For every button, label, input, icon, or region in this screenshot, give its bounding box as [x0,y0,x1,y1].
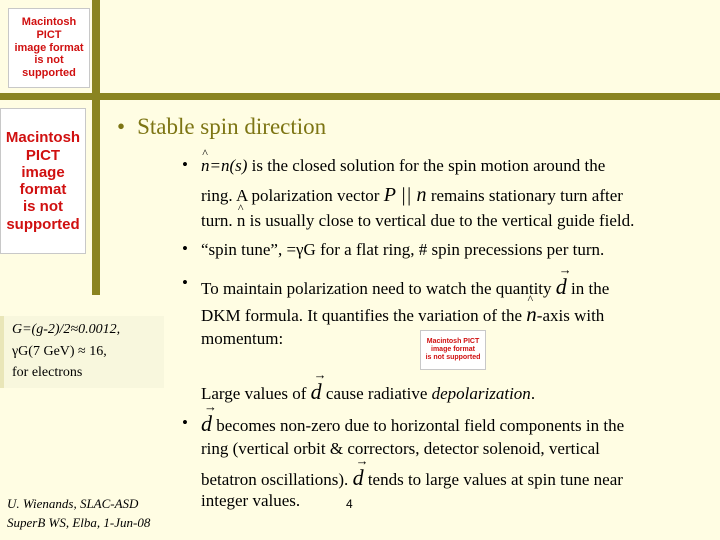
unit-vector-symbol: ^ n [526,302,537,327]
bullet-1-line-3: turn. ^ n is usually close to vertical due to the vertical guide field. [201,211,634,231]
vector-symbol: P || n [383,184,427,206]
slide-heading [117,114,326,140]
vector-symbol: → d [556,274,567,300]
bullet-3-line-2: DKM formula. It quantifies the variation of the ^ n-axis with [201,302,604,327]
vector-symbol: → d [353,465,364,491]
bullet-2-line-1: “spin tune”, =γG for a flat ring, # spin precessions per turn. [201,240,605,259]
bullet-4-line-2: ring (vertical orbit & correctors, detector solenoid, vertical [201,439,600,458]
bullet-4-line-4: integer values. [201,491,301,510]
side-note-box [0,316,164,388]
bullet-1-line-1: ^ n=n(s) is the closed solution for the spin motion around the [201,156,605,176]
unsupported-image-placeholder: Macintosh PICT image format is not supported [0,108,86,254]
bullet-marker: • [182,413,188,432]
unsupported-image-placeholder: Macintosh PICT image format is not supported [8,8,90,88]
side-note-line: G=(g-2)/2≈0.0012, [12,322,121,337]
vector-symbol: → d [311,379,322,405]
footer-event: SuperB WS, Elba, 1-Jun-08 [7,515,151,530]
bullet-3-line-3: momentum: [201,329,284,348]
page-number: 4 [346,497,353,511]
bullet-marker: • [182,155,188,174]
bullet-3-line-1: To maintain polarization need to watch the quantity → d in the [201,274,609,300]
side-note-line: for electrons [12,365,83,380]
bullet-marker: • [117,114,126,139]
bullet-4-line-3: betatron oscillations). → d tends to large values at spin tune near [201,465,623,491]
bullet-4-line-1: → d becomes non-zero due to horizontal field components in the [201,411,624,437]
vector-symbol: → d [201,411,212,437]
unsupported-image-placeholder: Macintosh PICT image format is not supported [420,330,486,370]
unit-vector-symbol: ^ n=n(s) [201,156,247,176]
decorative-vertical-bar [92,0,100,295]
footer-author: U. Wienands, SLAC-ASD [7,496,139,511]
unit-vector-symbol: ^ n [237,211,246,231]
decorative-horizontal-bar [0,93,720,100]
bullet-1-line-2: ring. A polarization vector P || n remains stationary turn after [201,184,623,206]
bullet-marker: • [182,239,188,258]
bullet-3-line-4: Large values of → d cause radiative depolarization. [201,379,535,405]
side-note-line: γG(7 GeV) ≈ 16, [12,344,107,359]
bullet-marker: • [182,273,188,292]
heading-text: Stable spin direction [137,114,327,139]
